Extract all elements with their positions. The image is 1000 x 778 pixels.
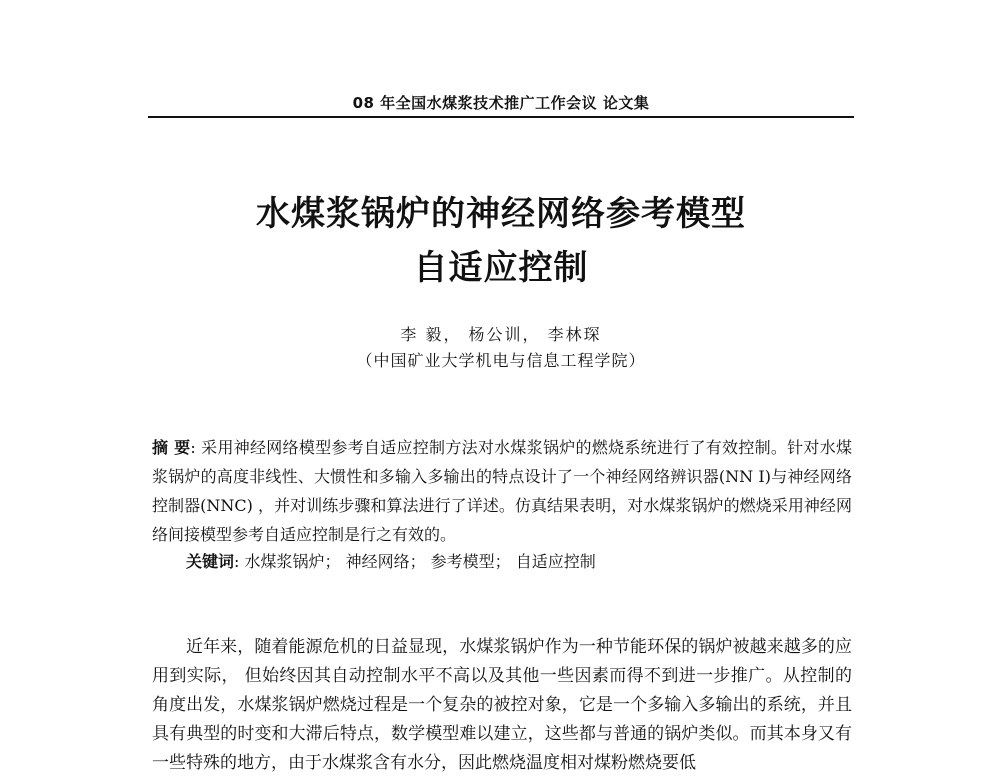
paper-title-line1: 水煤浆锅炉的神经网络参考模型 [256, 194, 746, 234]
authors: 李 毅， 杨公训， 李林琛 [400, 325, 602, 344]
keywords-label: 关键词 [186, 552, 235, 571]
abstract-label: 摘 要 [152, 438, 191, 457]
header-rule [148, 116, 854, 118]
keywords [186, 551, 846, 573]
paper-title-line2: 自适应控制 [413, 248, 589, 288]
abstract [152, 433, 852, 549]
body-paragraph: 近年来，随着能源危机的日益显现，水煤浆锅炉作为一种节能环保的锅炉被越来越多的应用到实际， 但始终因其自动控制水平不高以及其他一些因素而得不到进一步推广。从控制的角度出发，水煤浆锅炉燃烧过程是一个复杂的被控对象，它是一个多输入多输出的系统，并且具有典型的时变和大滞后特点，数学模型难以建立，这些都与普通的锅炉类似。而其本身又有一些特殊的地方，由于水煤浆含有水分，因此燃烧温度相对煤粉燃烧要低 [152, 637, 852, 773]
abstract-text: : 采用神经网络模型参考自适应控制方法对水煤浆锅炉的燃烧系统进行了有效控制。针对水煤浆锅炉的高度非线性、大惯性和多输入多输出的特点设计了一个神经网络辨识器(NN I)与神经网络控制器(NNC) ，并对训练步骤和算法进行了详述。仿真结果表明，对水煤浆锅炉的燃烧采用神经网络间接模型参考自适应控制是行之有效的。 [152, 438, 852, 544]
running-header: 08 年全国水煤浆技术推广工作会议 论文集 [352, 94, 650, 112]
keywords-text: : 水煤浆锅炉； 神经网络； 参考模型； 自适应控制 [234, 552, 596, 571]
affiliation: （中国矿业大学机电与信息工程学院） [356, 351, 646, 370]
